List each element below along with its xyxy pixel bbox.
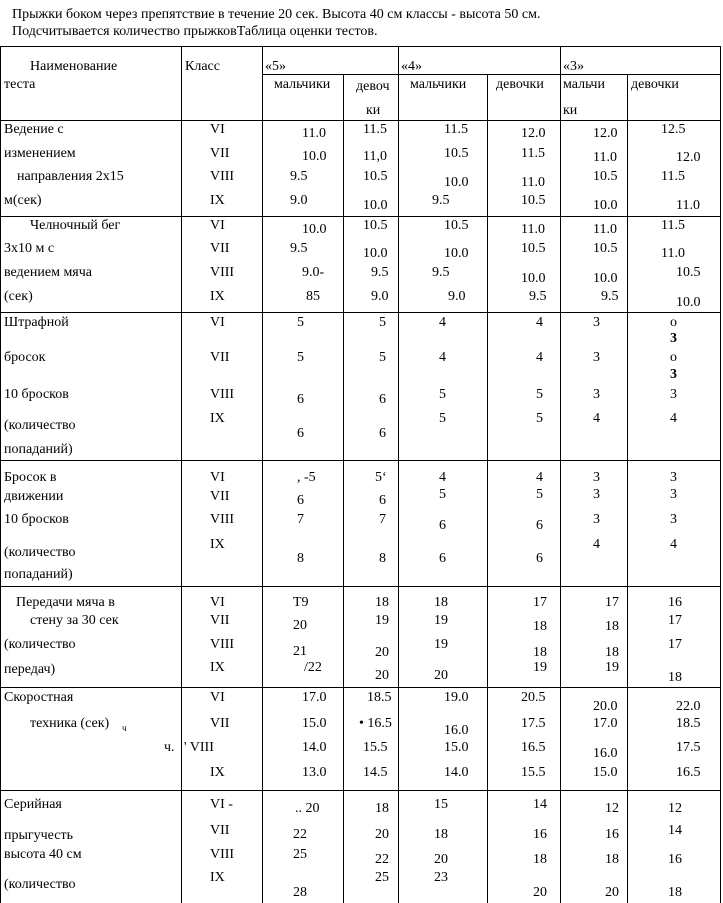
header-grade-divider (262, 74, 721, 75)
cell: 4 (439, 315, 446, 330)
header-test-name: Наименование (30, 59, 118, 74)
test-name: попаданий) (4, 442, 73, 457)
cell: 15.0 (444, 740, 469, 755)
cell: 6 (536, 518, 543, 533)
col-divider (262, 46, 263, 903)
test-name: 10 бросков (4, 387, 69, 402)
cell: 16.5 (676, 765, 701, 780)
cell: 4 (536, 350, 543, 365)
col-divider (343, 74, 344, 903)
cell: 20 (434, 852, 448, 867)
section-divider (0, 216, 721, 217)
cell: 5 (379, 350, 386, 365)
cell: 10.0 (363, 246, 388, 261)
header-test-name-2: теста (4, 77, 36, 92)
header-girls-5: девоч (356, 79, 390, 94)
test-name: направления 2х15 (17, 169, 124, 184)
cell: 4 (439, 470, 446, 485)
cell: 9.5 (290, 169, 308, 184)
header-girls-3: девочки (631, 77, 679, 92)
cell: 3 (670, 470, 677, 485)
cell: 10.5 (363, 218, 388, 233)
cell: 11.5 (444, 122, 468, 137)
cell: 6 (439, 518, 446, 533)
cell: 5 (379, 315, 386, 330)
intro-line-1: Прыжки боком через препятствие в течение 20 сек. Высота 40 см классы - высота 50 см. (12, 7, 541, 22)
test-name: 3x10 м с (4, 241, 55, 256)
cell: 12.0 (521, 126, 546, 141)
cell: 18 (668, 670, 682, 685)
cell: 18 (533, 645, 547, 660)
cell: 10.5 (593, 169, 618, 184)
cell: 9.5 (290, 241, 308, 256)
cell: 10.5 (444, 218, 469, 233)
class-label: VIII (210, 847, 235, 862)
cell: 6 (379, 392, 386, 407)
cell: 17.5 (521, 716, 546, 731)
cell: 3 (670, 487, 677, 502)
class-label: VI (210, 595, 225, 610)
section-divider (0, 687, 721, 688)
class-label: VII (210, 823, 230, 838)
cell: 10.0 (676, 295, 701, 310)
class-label: VII (210, 350, 230, 365)
cell: 16.0 (593, 746, 618, 761)
class-label: IX (210, 193, 225, 208)
cell: 13.0 (302, 765, 327, 780)
cell: 9.0- (302, 265, 325, 280)
cell: 8 (379, 551, 386, 566)
cell: , -5 (297, 470, 316, 485)
cell: 5 (439, 387, 446, 402)
col-divider (398, 46, 399, 903)
class-label: VIII (210, 265, 235, 280)
cell: 3 (670, 367, 677, 382)
intro-line-2: Подсчитывается количество прыжковТаблица оценки тестов. (12, 24, 378, 39)
cell: 19 (605, 660, 619, 675)
cell: 3 (593, 350, 600, 365)
cell: 17 (605, 595, 619, 610)
class-label: VIII (210, 637, 235, 652)
class-label: VIII (210, 387, 235, 402)
test-name: Передачи мяча в (16, 595, 115, 610)
class-label: VII (210, 716, 230, 731)
cell: 15.5 (521, 765, 546, 780)
test-name: Челночный бег (30, 218, 121, 233)
cell: 14.0 (444, 765, 469, 780)
cell: 12.0 (676, 150, 701, 165)
table-border-top (0, 46, 721, 47)
test-name: Бросок в (4, 470, 57, 485)
cell: 11.5 (521, 146, 545, 161)
cell: 18 (375, 595, 389, 610)
cell: 4 (593, 411, 600, 426)
grading-table (0, 46, 723, 903)
cell: 4 (439, 350, 446, 365)
cell: 4 (670, 537, 677, 552)
cell: 21 (293, 644, 307, 659)
header-grade-5: «5» (265, 59, 286, 74)
class-label: VI - (210, 797, 233, 812)
cell: /22 (304, 660, 322, 675)
cell: 10.5 (521, 241, 546, 256)
class-label: IX (210, 870, 225, 885)
test-name: Штрафной (4, 315, 69, 330)
cell: 4 (670, 411, 677, 426)
test-name: попаданий) (4, 567, 73, 582)
cell: 15.5 (363, 740, 388, 755)
cell: 18 (375, 801, 389, 816)
header-boys-4: мальчики (410, 77, 467, 92)
cell: 17 (668, 637, 682, 652)
cell: 3 (593, 387, 600, 402)
cell: 20 (375, 827, 389, 842)
section-divider (0, 586, 721, 587)
cell: 20.0 (593, 699, 618, 714)
test-name: (сек) (4, 289, 33, 304)
header-boys-3: мальчи (563, 77, 605, 92)
test-name: передач) (4, 662, 56, 677)
test-name: высота 40 см (4, 847, 82, 862)
class-label: VIII (210, 169, 235, 184)
cell: 12.5 (661, 122, 686, 137)
class-label: IX (210, 765, 225, 780)
cell: 16.0 (444, 723, 469, 738)
test-name: ч. (164, 740, 175, 755)
cell: 20 (533, 885, 547, 900)
test-name: (количество (4, 637, 76, 652)
cell: 7 (297, 512, 304, 527)
test-name: изменением (4, 146, 76, 161)
cell: 14.5 (363, 765, 388, 780)
col-divider (0, 46, 1, 903)
test-name: (количество (4, 545, 76, 560)
cell: 9.5 (371, 265, 389, 280)
cell: 6 (379, 493, 386, 508)
cell: 9.5 (432, 193, 450, 208)
cell: 23 (434, 870, 448, 885)
class-label: VI (210, 315, 225, 330)
cell: 3 (670, 387, 677, 402)
cell: 17.0 (302, 690, 327, 705)
cell: 6 (536, 551, 543, 566)
cell: 3 (593, 470, 600, 485)
test-name: ведением мяча (4, 265, 93, 280)
test-name: Скоростная (4, 690, 74, 705)
cell: 16 (533, 827, 547, 842)
class-label: VI (210, 690, 225, 705)
cell: 12.0 (593, 126, 618, 141)
cell: 16 (668, 852, 682, 867)
cell: 18 (434, 827, 448, 842)
cell: 20.5 (521, 690, 546, 705)
cell: 20 (375, 645, 389, 660)
cell: 20 (293, 618, 307, 633)
cell: 9.5 (529, 289, 547, 304)
cell: 9.5 (432, 265, 450, 280)
class-label: VII (210, 146, 230, 161)
class-label: VII (210, 489, 230, 504)
cell: 3 (670, 331, 677, 346)
header-boys-5: мальчики (274, 77, 331, 92)
cell: 12 (605, 801, 619, 816)
cell: 11.0 (521, 222, 545, 237)
cell: 4 (593, 537, 600, 552)
cell: 11.0 (676, 198, 700, 213)
cell: 16 (668, 595, 682, 610)
header-boys-3-end: ки (563, 103, 578, 118)
cell: 11,0 (363, 149, 387, 164)
cell: 3 (670, 512, 677, 527)
cell: 11.5 (363, 122, 387, 137)
test-name: Серийная (4, 797, 62, 812)
cell: 20 (434, 668, 448, 683)
cell: 11.5 (661, 169, 685, 184)
cell: 19.0 (444, 690, 469, 705)
cell: 6 (297, 426, 304, 441)
cell: 10.5 (363, 169, 388, 184)
cell: Т9 (293, 595, 309, 610)
cell: 10.5 (676, 265, 701, 280)
cell: .. 20 (295, 801, 320, 816)
test-name: Ведение с (4, 122, 64, 137)
col-divider (720, 46, 721, 903)
cell: 3 (593, 315, 600, 330)
cell: 20 (605, 885, 619, 900)
cell: 25 (375, 870, 389, 885)
cell: 18 (434, 595, 448, 610)
cell: 22 (375, 852, 389, 867)
section-divider (0, 312, 721, 313)
cell: 6 (297, 493, 304, 508)
cell: 18 (533, 852, 547, 867)
cell: 14 (533, 797, 547, 812)
cell: 10.0 (521, 271, 546, 286)
cell: 85 (306, 289, 320, 304)
cell: 18 (533, 619, 547, 634)
test-name: движении (4, 489, 64, 504)
col-divider (560, 46, 561, 903)
cell: 10.0 (444, 246, 469, 261)
cell: 18.5 (676, 716, 701, 731)
cell: 15.0 (593, 765, 618, 780)
class-label: VI (210, 470, 225, 485)
class-label: VII (210, 241, 230, 256)
class-label: IX (210, 411, 225, 426)
cell: о (670, 315, 677, 330)
cell: 5 (536, 487, 543, 502)
cell: 10.0 (593, 271, 618, 286)
col-divider (487, 74, 488, 903)
test-name: м(сек) (4, 193, 42, 208)
test-name: бросок (4, 350, 46, 365)
cell: 11.5 (661, 218, 685, 233)
cell: 3 (593, 512, 600, 527)
header-girls-4: девочки (496, 77, 544, 92)
class-label: VI (210, 122, 225, 137)
cell: 6 (297, 392, 304, 407)
cell: 7 (379, 512, 386, 527)
col-divider (627, 74, 628, 903)
cell: 16 (605, 827, 619, 842)
cell: 19 (434, 637, 448, 652)
cell: 17 (533, 595, 547, 610)
cell: 10.0 (302, 222, 327, 237)
class-label: IX (210, 660, 225, 675)
class-label: IX (210, 537, 225, 552)
cell: 18 (605, 645, 619, 660)
test-name-mark: ч (122, 723, 127, 733)
cell: 11.0 (521, 175, 545, 190)
class-label: VIII (210, 512, 235, 527)
section-divider (0, 790, 721, 791)
cell: • 16.5 (359, 716, 392, 731)
cell: 15.0 (302, 716, 327, 731)
cell: 5 (439, 411, 446, 426)
cell: 11.0 (661, 246, 685, 261)
cell: 5 (536, 411, 543, 426)
cell: 22 (293, 827, 307, 842)
cell: 6 (379, 426, 386, 441)
cell: 11.0 (302, 126, 326, 141)
cell: 12 (668, 801, 682, 816)
test-name: (количество (4, 877, 76, 892)
cell: 10.0 (363, 198, 388, 213)
cell: 4 (536, 315, 543, 330)
cell: 18 (605, 619, 619, 634)
cell: 10.0 (302, 149, 327, 164)
cell: 15 (434, 797, 448, 812)
cell: 19 (375, 613, 389, 628)
cell: 9.0 (290, 193, 308, 208)
cell: 22.0 (676, 699, 701, 714)
cell: 17 (668, 613, 682, 628)
test-name: техника (сек) (30, 716, 110, 731)
cell: 8 (297, 551, 304, 566)
cell: 5 (297, 315, 304, 330)
cell: 5 (536, 387, 543, 402)
cell: 19 (434, 613, 448, 628)
cell: 14.0 (302, 740, 327, 755)
cell: 9.5 (601, 289, 619, 304)
cell: 4 (536, 470, 543, 485)
class-label: ' VIII (184, 740, 214, 755)
cell: 18 (605, 852, 619, 867)
cell: 10.5 (444, 146, 469, 161)
cell: 10.0 (593, 198, 618, 213)
test-name: стену за 30 сек (30, 613, 119, 628)
cell: 10.5 (593, 241, 618, 256)
col-divider (181, 46, 182, 903)
cell: 25 (293, 847, 307, 862)
class-label: VI (210, 218, 225, 233)
test-name: (количество (4, 418, 76, 433)
intro-text (12, 6, 712, 40)
cell: 17.0 (593, 716, 618, 731)
cell: 28 (293, 885, 307, 900)
test-name: прыгучесть (4, 828, 73, 843)
cell: 5 (439, 487, 446, 502)
header-grade-4: «4» (401, 59, 422, 74)
cell: 18 (668, 885, 682, 900)
class-label: VII (210, 613, 230, 628)
header-class: Класс (185, 59, 220, 74)
test-name: 10 бросков (4, 512, 69, 527)
cell: 19 (533, 660, 547, 675)
header-bottom-rule (0, 120, 721, 121)
cell: 18.5 (367, 690, 392, 705)
cell: 20 (375, 668, 389, 683)
cell: 14 (668, 823, 682, 838)
cell: 10.5 (521, 193, 546, 208)
cell: 5 (297, 350, 304, 365)
cell: 5‘ (375, 470, 387, 485)
cell: 16.5 (521, 740, 546, 755)
cell: о (670, 350, 677, 365)
section-divider (0, 460, 721, 461)
header-grade-3: «3» (563, 59, 584, 74)
cell: 3 (593, 487, 600, 502)
header-girls-5-end: ки (366, 103, 381, 118)
cell: 10.0 (444, 175, 469, 190)
cell: 9.0 (448, 289, 466, 304)
cell: 11.0 (593, 222, 617, 237)
class-label: IX (210, 289, 225, 304)
cell: 17.5 (676, 740, 701, 755)
cell: 6 (439, 551, 446, 566)
cell: 11.0 (593, 150, 617, 165)
cell: 9.0 (371, 289, 389, 304)
